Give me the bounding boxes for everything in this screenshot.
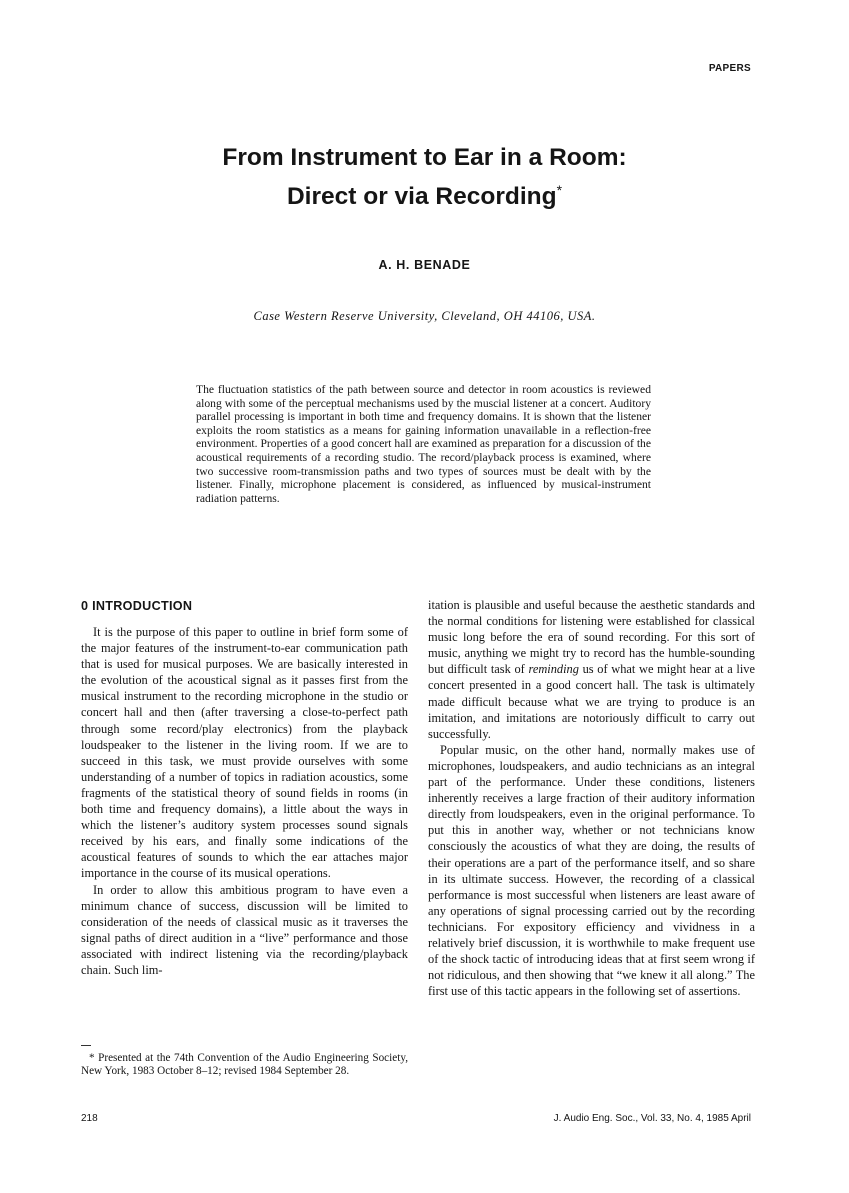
title-footnote-mark: * [556, 182, 563, 198]
title-line-2-text: Direct or via Recording [286, 183, 557, 211]
title-line-1: From Instrument to Ear in a Room: [222, 144, 627, 171]
paper-title [0, 142, 849, 213]
author-name: A. H. BENADE [378, 258, 471, 272]
footnote-text: * Presented at the 74th Convention of the Audio Engineering Society, New York, 1983 October 8–12; revised 1984 September 28. [81, 1052, 408, 1077]
right-column [428, 597, 755, 999]
section-heading: 0 INTRODUCTION [81, 599, 193, 613]
emphasis-text: reminding [528, 662, 579, 677]
journal-reference: J. Audio Eng. Soc., Vol. 33, No. 4, 1985 April [553, 1113, 751, 1124]
body-text: itation is plausible and useful because the aesthetic standards and the normal conditions for listening were established for classical music long before the era of sound recording. For this sort of music, anything we might try to record has the humble-sounding but difficult task of [428, 598, 755, 677]
body-paragraph: In order to allow this ambitious program to have even a minimum chance of success, discussion will be limited to consideration of the needs of classical music as it traverses the signal paths of direct audition in a “live” performance and those associated with indirect listening via the recording/playback chain. Such lim- [81, 882, 408, 977]
footnote [81, 1045, 408, 1078]
title-line-2 [0, 174, 849, 213]
abstract: The fluctuation statistics of the path between source and detector in room acoustics is reviewed along with some of the perceptual mechanisms used by the muscial listener at a concert. Auditory parallel processing is important in both time and frequency domains. It is shown that the listener exploits the room statistics as a means for gaining information unavailable in a reflection-free environment. Properties of a good concert hall are examined as preparation for a discussion of the acoustical requirements of a recording studio. The record/playback process is examined, where two successive room-transmission paths and two types of sources must be dealt with by the listener. Finally, microphone placement is considered, as influenced by musical-instrument radiation patterns. [196, 383, 651, 505]
body-paragraph: Popular music, on the other hand, normally makes use of microphones, loudspeakers, and audio technicians as an integral part of the performance. Under these conditions, listeners inherently receives a large fraction of their auditory information directly from loudspeakers, even in the original performance. To put this in another way, whether or not technicians know consciously the acoustics of what they are doing, the results of their operations are a part of the performance itself, and so share in its ultimate success. However, the recording of a classical performance is most successful when listeners are least aware of any operations of signal processing carried out by the recording technicians. For expository efficiency and vividness in a relatively brief discussion, it is worthwhile to make frequent use of the shock tactic of introducing ideas that at first seem wrong if not ridiculous, and then showing that “we knew it all along.” The first use of this tactic appears in the following set of assertions. [428, 742, 755, 999]
body-paragraph [428, 597, 755, 742]
body-paragraph: It is the purpose of this paper to outline in brief form some of the major features of the instrument-to-ear communication path that is used for musical purposes. We are basically interested in the evolution of the acoustical signal as it passes first from the musical instrument to the recording microphone in the studio or concert hall and then (after traversing a close-to-perfect path through some record/play electronics) from the playback loudspeaker to the listener in the living room. If we are to succeed in this task, we must provide ourselves with some understanding of a number of topics in radiation acoustics, some fragments of the statistical theory of sound fields in rooms (in both time and frequency domains), a little about the ways in which the listener’s auditory system processes sound signals received by his ears, and finally some indications of the acoustical features of sounds to which the ear attaches major importance in the course of its musical operations. [81, 625, 408, 881]
page-number: 218 [81, 1113, 98, 1124]
running-head: PAPERS [708, 63, 751, 74]
footnote-rule [81, 1045, 91, 1046]
body-text: us of what we might hear at a live concert presented in a good concert hall. The task is ultimately made difficult because what we are trying to produce is an imitation, and imitations are notoriously difficult to carry out successfully. [428, 662, 755, 741]
author-affiliation: Case Western Reserve University, Cleveland, OH 44106, USA. [253, 309, 596, 323]
left-column [81, 597, 408, 978]
